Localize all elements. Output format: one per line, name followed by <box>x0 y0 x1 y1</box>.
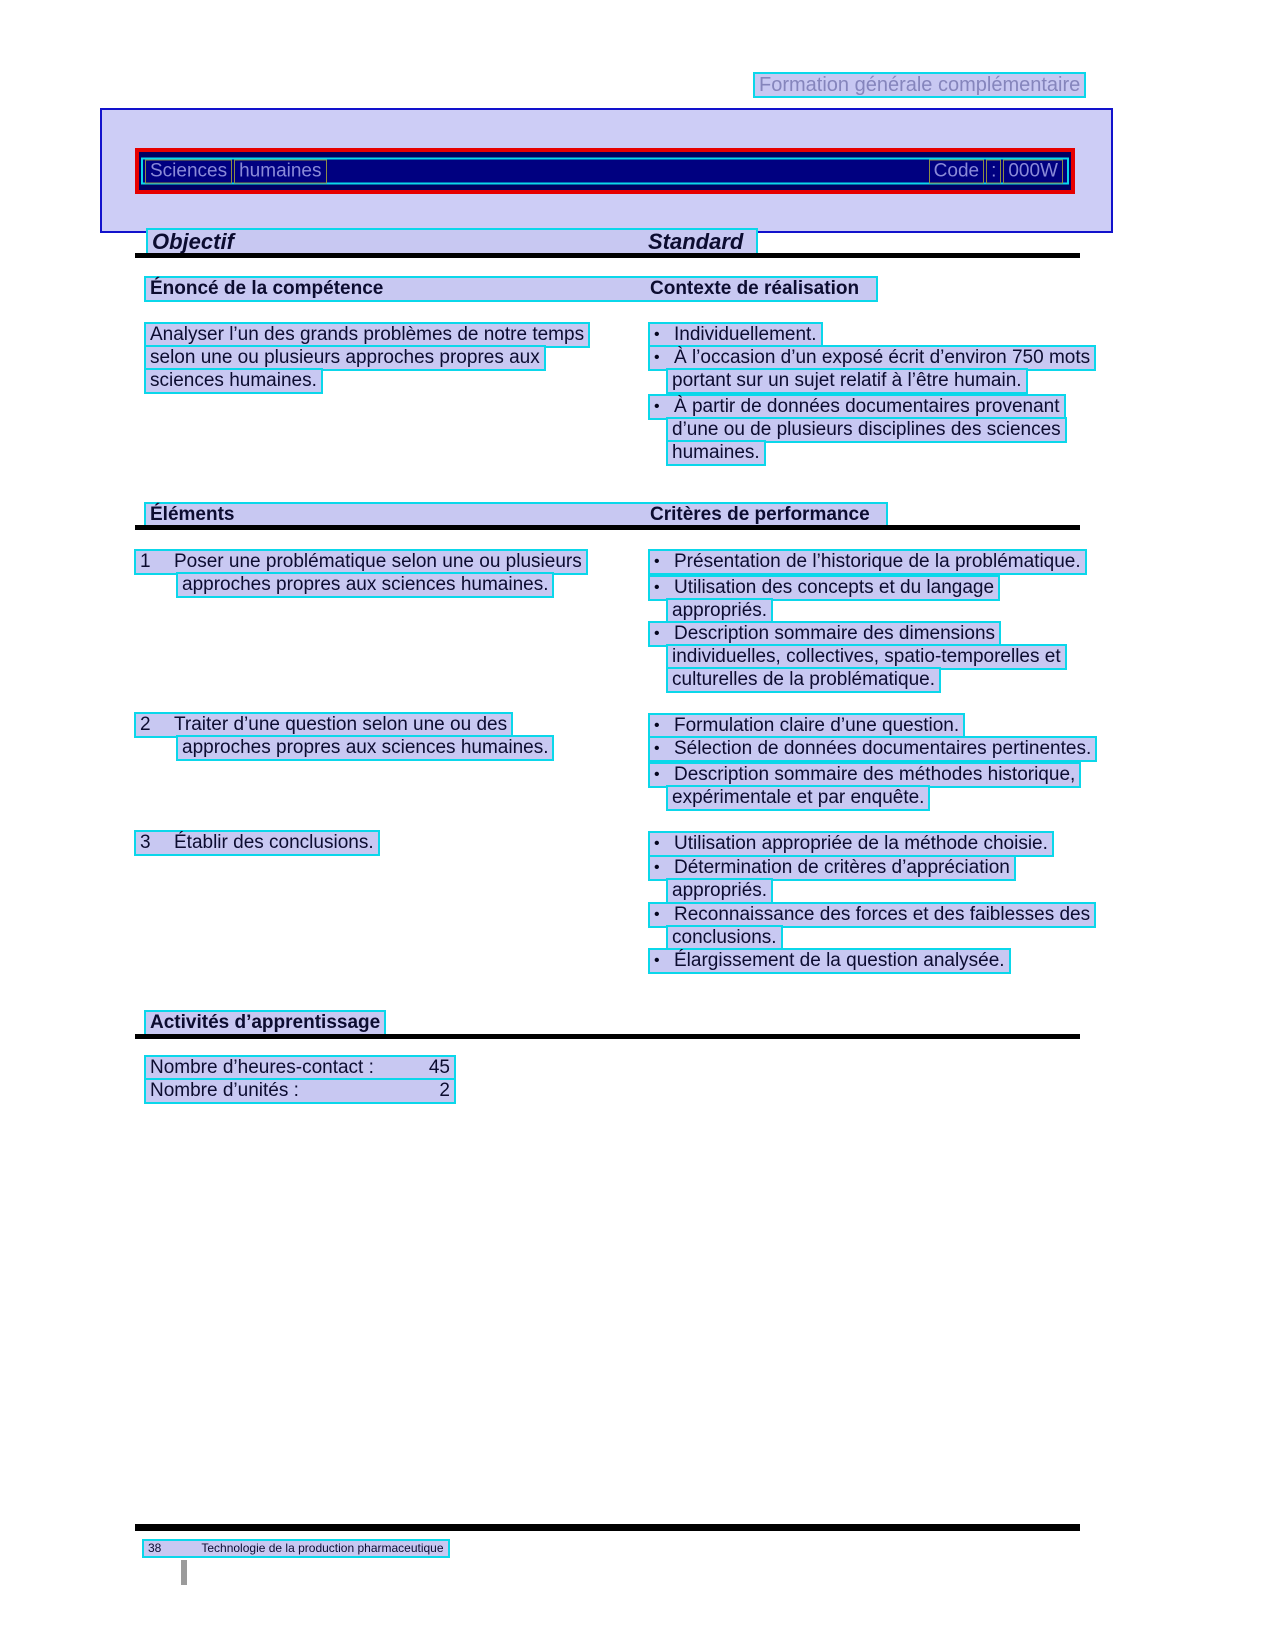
element-line <box>134 830 380 856</box>
contexte-text: humaines. <box>672 442 760 463</box>
element-text: approches propres aux sciences humaines. <box>182 737 549 758</box>
bullet-icon: • <box>654 766 660 783</box>
critere-line <box>648 549 1087 575</box>
element-number: 3 <box>140 832 151 853</box>
critere-text: expérimentale et par enquête. <box>672 787 925 808</box>
contexte-text: d’une ou de plusieurs disciplines des sciences <box>672 419 1061 440</box>
bullet-icon: • <box>654 952 660 969</box>
page-number: 38 <box>148 1541 162 1555</box>
criteres-heading: Critères de performance <box>650 504 870 525</box>
contexte-heading: Contexte de réalisation <box>650 278 860 299</box>
footer-rule <box>135 1524 1080 1531</box>
bullet-icon: • <box>654 717 660 734</box>
critere-line <box>648 948 1011 974</box>
running-header <box>753 72 1086 98</box>
bullet-icon: • <box>654 859 660 876</box>
element-text: Poser une problématique selon une ou plusieurs <box>174 551 582 572</box>
element-line <box>176 572 554 598</box>
bullet-icon: • <box>654 349 660 366</box>
bullet-icon: • <box>654 835 660 852</box>
critere-text: Sélection de données documentaires pertinentes. <box>674 738 1092 759</box>
activites-heading-text: Activités d’apprentissage <box>150 1012 381 1033</box>
cursor-mark <box>181 1560 187 1585</box>
competence-text: selon une ou plusieurs approches propres aux <box>150 347 540 368</box>
critere-text: Détermination de critères d’appréciation <box>674 857 1010 878</box>
critere-text: Utilisation appropriée de la méthode choisie. <box>674 833 1048 854</box>
critere-line <box>666 667 941 693</box>
code-label: Code <box>929 159 984 183</box>
critere-text: Élargissement de la question analysée. <box>674 950 1005 971</box>
units-label: Nombre d’unités : <box>150 1080 299 1101</box>
bullet-icon: • <box>654 906 660 923</box>
critere-text: Utilisation des concepts et du langage <box>674 577 995 598</box>
objectif-standard-row <box>146 228 758 255</box>
element-text: Établir des conclusions. <box>174 832 374 853</box>
bullet-icon: • <box>654 579 660 596</box>
course-title-word: Sciences <box>145 159 232 183</box>
course-banner <box>135 148 1075 194</box>
running-header-text: Formation générale complémentaire <box>759 74 1081 96</box>
critere-line <box>666 785 930 811</box>
footer-doc-title: Technologie de la production pharmaceutique <box>201 1541 444 1555</box>
critere-line <box>648 831 1054 857</box>
bullet-icon: • <box>654 326 660 343</box>
code-separator: : <box>986 159 1001 183</box>
elements-heading: Éléments <box>150 504 235 525</box>
critere-text: appropriés. <box>672 880 768 901</box>
bullet-icon: • <box>654 740 660 757</box>
critere-text: Reconnaissance des forces et des faiblesses des <box>674 904 1091 925</box>
objectif-heading: Objectif <box>152 228 234 254</box>
footer-row <box>142 1539 450 1558</box>
element-text: approches propres aux sciences humaines. <box>182 574 549 595</box>
critere-text: Présentation de l’historique de la problématique. <box>674 551 1081 572</box>
contexte-line <box>666 440 766 466</box>
competence-text: Analyser l’un des grands problèmes de notre temps <box>150 324 585 345</box>
critere-line <box>648 736 1097 762</box>
critere-text: conclusions. <box>672 927 777 948</box>
critere-text: culturelles de la problématique. <box>672 669 935 690</box>
course-banner-text-row <box>141 158 1069 185</box>
competence-line <box>144 368 323 394</box>
section-rule <box>135 525 1080 530</box>
standard-heading: Standard <box>648 228 744 254</box>
critere-text: Formulation claire d’une question. <box>674 715 960 736</box>
hours-label: Nombre d’heures-contact : <box>150 1057 374 1078</box>
section-rule <box>135 1034 1080 1039</box>
contexte-text: À l’occasion d’un exposé écrit d’environ 750 mots <box>674 347 1091 368</box>
units-row <box>144 1078 456 1104</box>
competence-text: sciences humaines. <box>150 370 317 391</box>
contexte-text: Individuellement. <box>674 324 817 345</box>
contexte-line <box>666 368 1028 394</box>
critere-text: individuelles, collectives, spatio-temporelles et <box>672 646 1061 667</box>
bullet-icon: • <box>654 398 660 415</box>
critere-text: appropriés. <box>672 600 768 621</box>
section-rule <box>135 253 1080 258</box>
hours-value: 45 <box>428 1057 450 1078</box>
course-code-group <box>929 159 1065 183</box>
contexte-text: portant sur un sujet relatif à l’être humain. <box>672 370 1022 391</box>
element-text: Traiter d’une question selon une ou des <box>174 714 508 735</box>
critere-text: Description sommaire des méthodes historique, <box>674 764 1076 785</box>
activites-heading <box>144 1010 386 1036</box>
enonce-heading: Énoncé de la compétence <box>150 278 384 299</box>
critere-line <box>666 878 773 904</box>
competence-header-row <box>144 276 878 302</box>
element-number: 2 <box>140 714 151 735</box>
bullet-icon: • <box>654 553 660 570</box>
code-value: 000W <box>1003 159 1063 183</box>
contexte-text: À partir de données documentaires provenant <box>674 396 1060 417</box>
element-line <box>176 735 554 761</box>
critere-text: Description sommaire des dimensions <box>674 623 996 644</box>
course-title-word: humaines <box>234 159 326 183</box>
units-value: 2 <box>439 1080 450 1101</box>
element-number: 1 <box>140 551 151 572</box>
bullet-icon: • <box>654 625 660 642</box>
